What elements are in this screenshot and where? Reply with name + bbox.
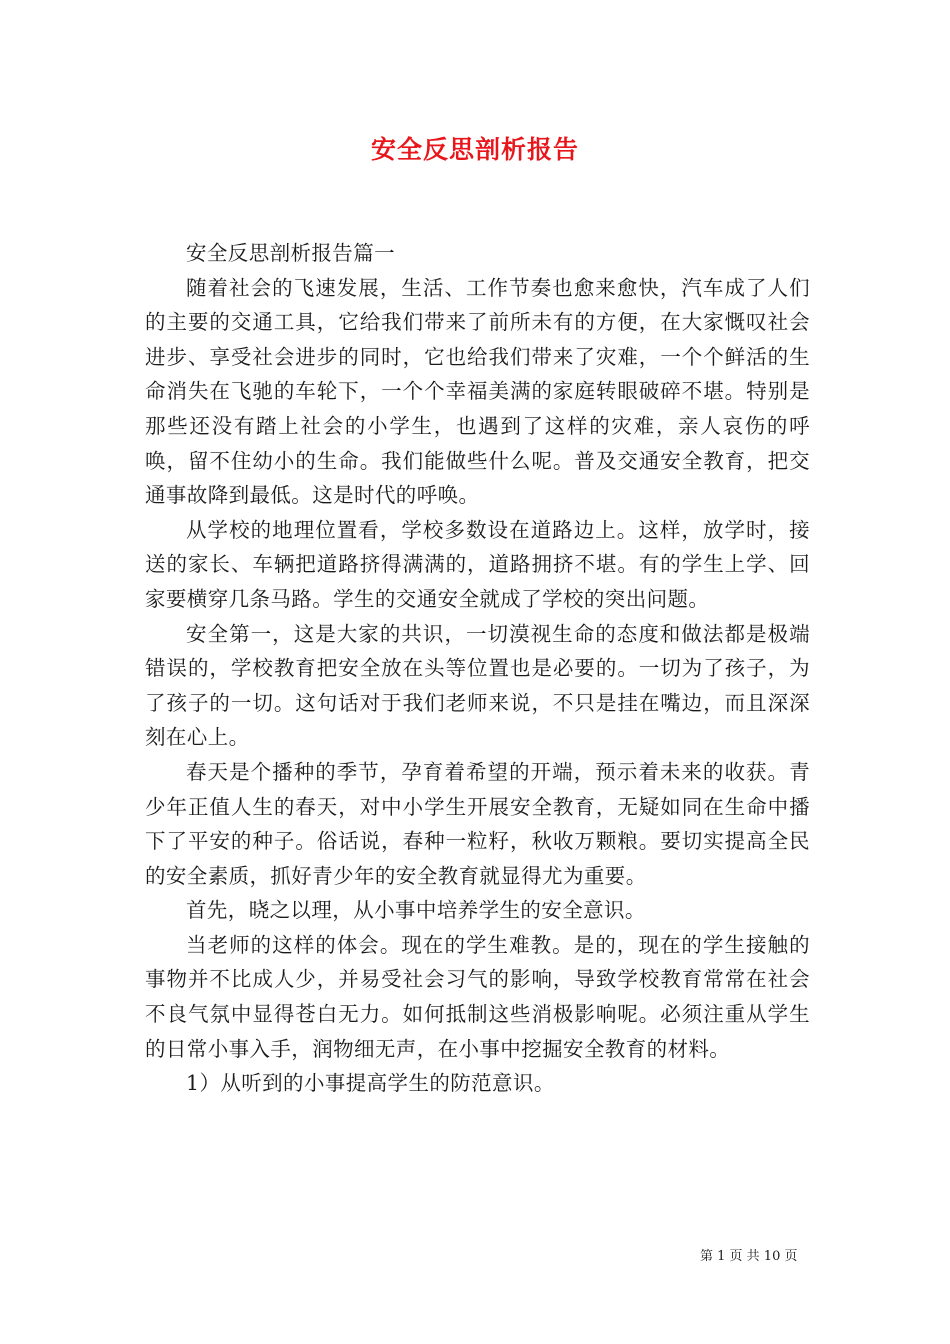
paragraph: 当老师的这样的体会。现在的学生难教。是的，现在的学生接触的事物并不比成人少，并易受社会习气的影响，导致学校教育常常在社会不良气氛中显得苍白无力。如何抵制这些消极影响呢。必须注重从学生的日常小事入手，润物细无声，在小事中挖掘安全教育的材料。: [145, 932, 810, 1061]
page-number: 第 1 页 共 10 页: [700, 1249, 798, 1264]
paragraph: 随着社会的飞速发展，生活、工作节奏也愈来愈快，汽车成了人们的主要的交通工具，它给我们带来了前所未有的方便，在大家慨叹社会进步、享受社会进步的同时，它也给我们带来了灾难，一个个鲜活的生命消失在飞驰的车轮下，一个个幸福美满的家庭转眼破碎不堪。特别是那些还没有踏上社会的小学生，也遇到了这样的灾难，亲人哀伤的呼唤，留不住幼小的生命。我们能做些什么呢。普及交通安全教育，把交通事故降到最低。这是时代的呼唤。: [145, 275, 810, 508]
paragraph: 安全第一，这是大家的共识，一切漠视生命的态度和做法都是极端错误的，学校教育把安全放在头等位置也是必要的。一切为了孩子，为了孩子的一切。这句话对于我们老师来说，不只是挂在嘴边，而且深深刻在心上。: [145, 621, 810, 750]
paragraph: 首先，晓之以理，从小事中培养学生的安全意识。: [186, 898, 646, 923]
paragraph: 1）从听到的小事提高学生的防范意识。: [186, 1071, 555, 1096]
section-heading: 安全反思剖析报告篇一: [186, 241, 395, 265]
document-title: 安全反思剖析报告: [370, 135, 579, 164]
paragraph: 春天是个播种的季节，孕育着希望的开端，预示着未来的收获。青少年正值人生的春天，对中小学生开展安全教育，无疑如同在生命中播下了平安的种子。俗话说，春种一粒籽，秋收万颗粮。要切实提高全民的安全素质，抓好青少年的安全教育就显得尤为重要。: [145, 759, 810, 888]
paragraph: 从学校的地理位置看，学校多数设在道路边上。这样，放学时，接送的家长、车辆把道路挤得满满的，道路拥挤不堪。有的学生上学、回家要横穿几条马路。学生的交通安全就成了学校的突出问题。: [145, 517, 810, 611]
document-body: [145, 236, 810, 1101]
